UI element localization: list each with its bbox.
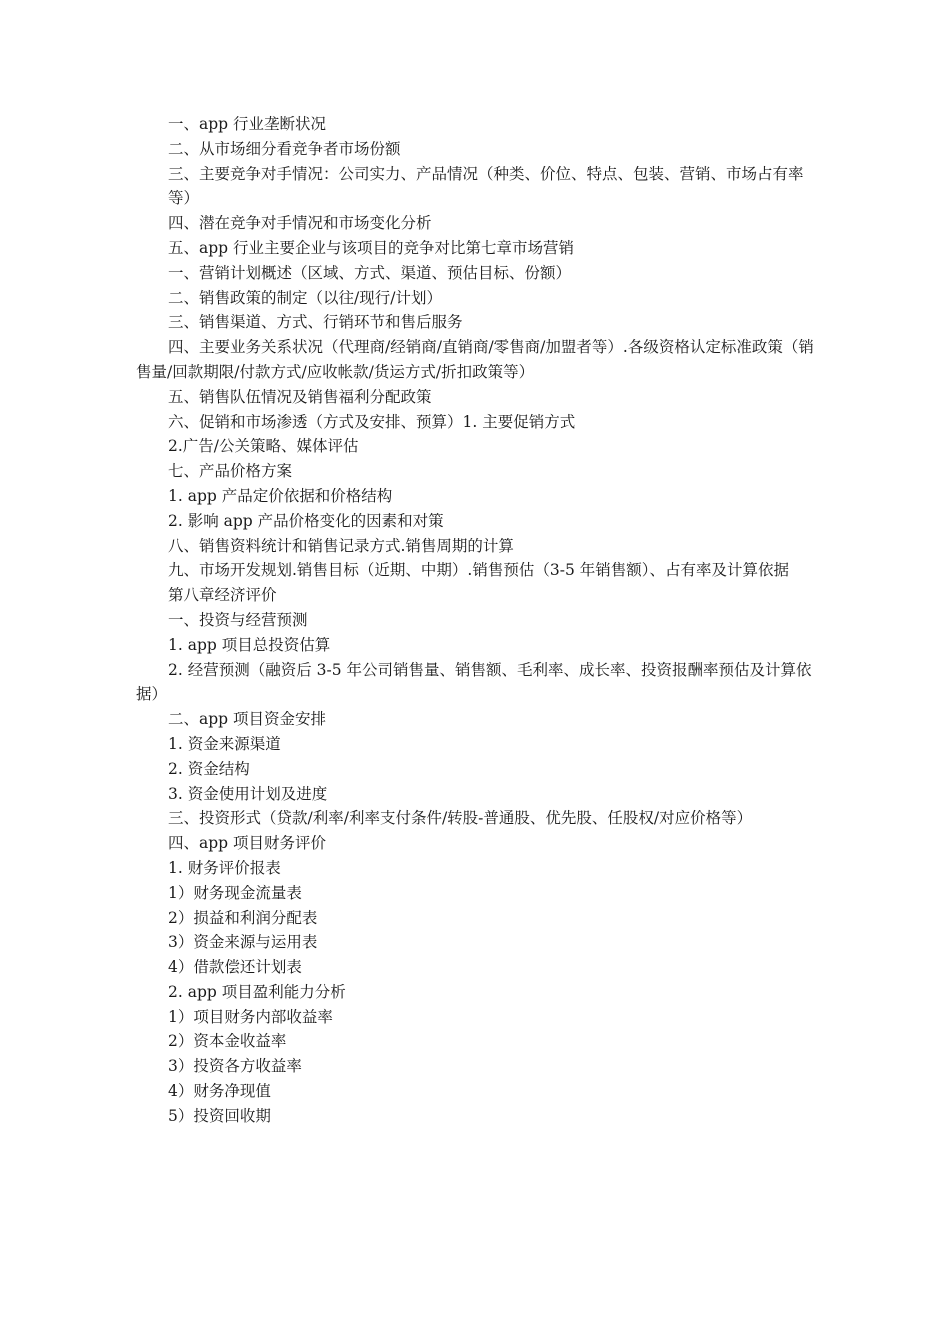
paragraph: 三、主要竞争对手情况：公司实力、产品情况（种类、价位、特点、包装、营销、市场占有率 (168, 164, 804, 183)
paragraph: 3. 资金使用计划及进度 (168, 784, 328, 803)
paragraph: 一、app 行业垄断状况 (168, 115, 327, 133)
paragraph: 2）损益和利润分配表 (168, 908, 318, 927)
paragraph: 五、销售队伍情况及销售福利分配政策 (168, 387, 432, 406)
paragraph: 八、销售资料统计和销售记录方式.销售周期的计算 (168, 536, 514, 555)
paragraph: 3）资金来源与运用表 (168, 933, 318, 952)
paragraph: 1. app 产品定价依据和价格结构 (168, 486, 393, 505)
paragraph: 六、促销和市场渗透（方式及安排、预算）1. 主要促销方式 (168, 412, 576, 431)
paragraph: 一、投资与经营预测 (168, 610, 308, 629)
paragraph: 2）资本金收益率 (168, 1032, 287, 1051)
paragraph: 九、市场开发规划.销售目标（近期、中期）.销售预估（3-5 年销售额）、占有率及计算依据 (168, 561, 789, 580)
paragraph: 三、投资形式（贷款/利率/利率支付条件/转股-普通股、优先股、任股权/对应价格等） (168, 809, 753, 828)
paragraph: 四、app 项目财务评价 (168, 834, 327, 853)
paragraph: 3）投资各方收益率 (168, 1057, 302, 1076)
paragraph: 1. 资金来源渠道 (168, 734, 281, 753)
paragraph: 2. 资金结构 (168, 759, 250, 778)
paragraph: 2. 经营预测（融资后 3-5 年公司销售量、销售额、毛利率、成长率、投资报酬率预估及计算依据） (136, 660, 812, 704)
paragraph: 二、app 项目资金安排 (168, 710, 327, 729)
paragraph: 三、销售渠道、方式、行销环节和售后服务 (168, 313, 463, 332)
paragraph: 2. app 项目盈利能力分析 (168, 982, 346, 1001)
document-body (136, 112, 820, 1129)
paragraph: 4）财务净现值 (168, 1082, 271, 1101)
paragraph: 1. app 项目总投资估算 (168, 635, 331, 654)
paragraph: 2.广告/公关策略、媒体评估 (168, 437, 359, 456)
paragraph: 四、主要业务关系状况（代理商/经销商/直销商/零售商/加盟者等）.各级资格认定标准政策（销售量/回款期限/付款方式/应收帐款/货运方式/折扣政策等） (136, 338, 814, 381)
paragraph: 5）投资回收期 (168, 1106, 271, 1125)
paragraph: 2. 影响 app 产品价格变化的因素和对策 (168, 511, 444, 530)
paragraph: 1）项目财务内部收益率 (168, 1007, 333, 1026)
paragraph: 一、营销计划概述（区域、方式、渠道、预估目标、份额） (168, 263, 572, 282)
paragraph: 四、潜在竞争对手情况和市场变化分析 (168, 214, 432, 233)
paragraph: 七、产品价格方案 (168, 462, 293, 481)
paragraph: 五、app 行业主要企业与该项目的竞争对比第七章市场营销 (168, 238, 575, 257)
paragraph: 1. 财务评价报表 (168, 858, 281, 877)
paragraph: 4）借款偿还计划表 (168, 958, 302, 977)
chapter-heading: 第八章经济评价 (168, 586, 277, 605)
paragraph: 二、从市场细分看竞争者市场份额 (168, 139, 401, 158)
paragraph: 二、销售政策的制定（以往/现行/计划） (168, 288, 442, 307)
paragraph: 等） (168, 189, 200, 208)
paragraph: 1）财务现金流量表 (168, 883, 302, 902)
